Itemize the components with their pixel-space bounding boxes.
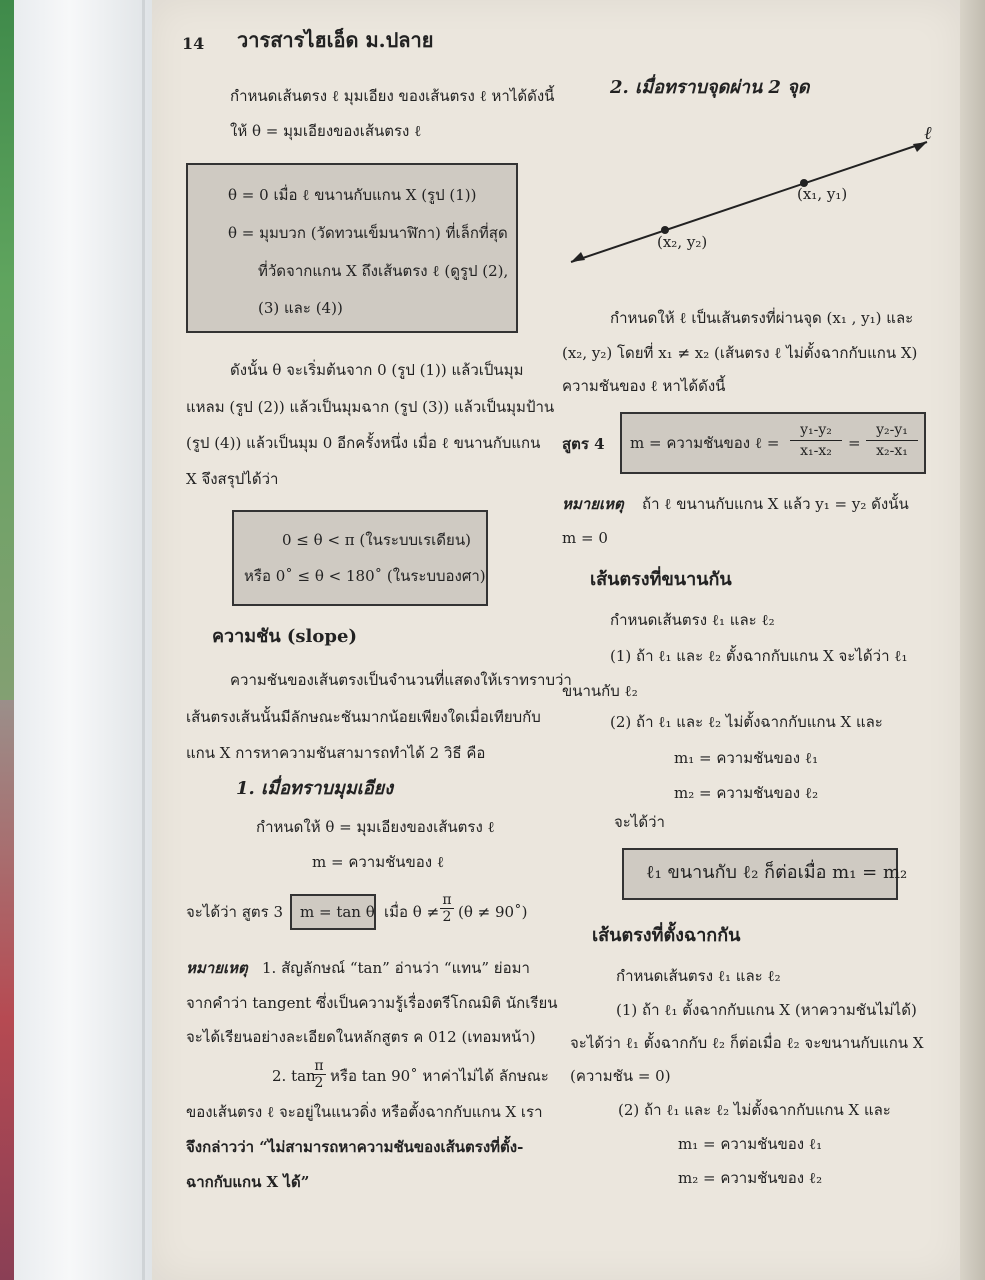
formula3-tail: (θ ≠ 90˚) bbox=[458, 903, 528, 921]
parallel-line-2: (1) ถ้า ℓ₁ และ ℓ₂ ตั้งฉากกับแกน X จะได้ว่า ℓ₁ bbox=[610, 647, 908, 665]
parallel-condition-box bbox=[622, 848, 908, 900]
parallel-line-4: (2) ถ้า ℓ₁ และ ℓ₂ ไม่ตั้งฉากกับแกน X และ bbox=[610, 713, 883, 731]
note-label-right: หมายเหตุ bbox=[562, 495, 624, 513]
note-right-text: ถ้า ℓ ขนานกับแกน X แล้ว y₁ = y₂ ดังนั้น bbox=[642, 495, 909, 513]
parallel-line-3: ขนานกับ ℓ₂ bbox=[562, 682, 638, 700]
formula4-f1-den: x₁-x₂ bbox=[800, 443, 832, 459]
formula3-prefix: จะได้ว่า สูตร 3 bbox=[186, 903, 284, 921]
perp-line-5: (2) ถ้า ℓ₁ และ ℓ₂ ไม่ตั้งฉากกับแกน X และ bbox=[618, 1101, 891, 1119]
intro-line-1: กำหนดเส้นตรง ℓ มุมเอียง ของเส้นตรง ℓ หาได้ดังนี้ bbox=[230, 87, 555, 105]
next-page-edge bbox=[960, 0, 985, 1280]
note1-line-1: 1. สัญลักษณ์ “tan” อ่านว่า “แทน” ย่อมา bbox=[262, 959, 530, 977]
method1-line-1: กำหนดให้ θ = มุมเอียงของเส้นตรง ℓ bbox=[256, 818, 495, 836]
method1-heading: 1. เมื่อทราบมุมเอียง bbox=[236, 778, 393, 799]
definition-line-4: (3) และ (4)) bbox=[258, 299, 343, 317]
para1-line-4: X จึงสรุปได้ว่า bbox=[186, 470, 279, 488]
line-label-l: ℓ bbox=[924, 123, 932, 144]
perp-line-7: m₂ = ความชันของ ℓ₂ bbox=[678, 1169, 823, 1187]
point-1-label: (x₁, y₁) bbox=[797, 185, 848, 203]
definition-line-3: ที่วัดจากแกน X ถึงเส้นตรง ℓ (ดูรูป (2), bbox=[258, 262, 509, 280]
note-right-text-2: m = 0 bbox=[562, 529, 608, 547]
note2-text: หรือ tan 90˚ หาค่าไม่ได้ ลักษณะ bbox=[330, 1067, 549, 1085]
note2-fraction bbox=[312, 1058, 326, 1091]
binding-stripe bbox=[142, 0, 145, 1280]
right-para-line-1: กำหนดให้ ℓ เป็นเส้นตรงที่ผ่านจุด (x₁ , y₁) และ bbox=[610, 309, 914, 327]
note2-frac-den: 2 bbox=[314, 1075, 324, 1091]
slope-heading: ความชัน (slope) bbox=[212, 626, 357, 647]
definition-line-1: θ = 0 เมื่อ ℓ ขนานกับแกน X (รูป (1)) bbox=[228, 186, 477, 204]
definition-line-2: θ = มุมบวก (วัดทวนเข็มนาฬิกา) ที่เล็กที่สุด bbox=[228, 224, 508, 242]
note-label-left: หมายเหตุ bbox=[186, 959, 248, 977]
angle-range-line-2: หรือ 0˚ ≤ θ < 180˚ (ในระบบองศา) bbox=[244, 567, 486, 585]
perp-line-6: m₁ = ความชันของ ℓ₁ bbox=[678, 1135, 823, 1153]
parallel-line-7: จะได้ว่า bbox=[614, 813, 665, 831]
formula3-frac-num: π bbox=[440, 892, 454, 909]
para1-line-3: (รูป (4)) แล้วเป็นมุม 0 อีกครั้งหนึ่ง เมื่อ ℓ ขนานกับแกน bbox=[186, 434, 541, 452]
perp-line-3: จะได้ว่า ℓ₁ ตั้งฉากกับ ℓ₂ ก็ต่อเมื่อ ℓ₂ จะขนานกับแกน X bbox=[570, 1034, 924, 1052]
parallel-line-1: กำหนดเส้นตรง ℓ₁ และ ℓ₂ bbox=[610, 611, 775, 629]
note1-line-2: จากคำว่า tangent ซึ่งเป็นความรู้เรื่องตรีโกณมิติ นักเรียน bbox=[186, 994, 558, 1012]
formula3-box bbox=[290, 894, 376, 930]
slope-para-line-1: ความชันของเส้นตรงเป็นจำนวนที่แสดงให้เราทราบว่า bbox=[230, 671, 572, 689]
point-2-label: (x₂, y₂) bbox=[657, 233, 708, 251]
note2-line-4: ฉากกับแกน X ได้” bbox=[186, 1173, 310, 1191]
right-para-line-2: (x₂, y₂) โดยที่ x₁ ≠ x₂ (เส้นตรง ℓ ไม่ตั้งฉากกับแกน X) bbox=[562, 344, 918, 362]
formula4-lhs: m = ความชันของ ℓ = bbox=[630, 434, 780, 452]
book-page bbox=[152, 0, 960, 1280]
method2-heading: 2. เมื่อทราบจุดผ่าน 2 จุด bbox=[610, 77, 810, 98]
note2-prefix: 2. tan bbox=[272, 1067, 316, 1085]
angle-range-line-1: 0 ≤ θ < π (ในระบบเรเดียน) bbox=[282, 531, 471, 549]
perpendicular-heading: เส้นตรงที่ตั้งฉากกัน bbox=[592, 925, 741, 946]
parallel-condition: ℓ₁ ขนานกับ ℓ₂ ก็ต่อเมื่อ m₁ = m₂ bbox=[646, 862, 908, 883]
formula4-equals: = bbox=[848, 434, 861, 452]
formula4-fraction-1 bbox=[790, 420, 842, 461]
para1-line-1: ดังนั้น θ จะเริ่มต้นจาก 0 (รูป (1)) แล้วเป็นมุม bbox=[230, 361, 524, 379]
method1-line-2: m = ความชันของ ℓ bbox=[312, 853, 445, 871]
formula3-suffix: เมื่อ θ ≠ bbox=[384, 903, 440, 921]
formula4-f2-den: x₂-x₁ bbox=[876, 443, 908, 459]
parallel-line-6: m₂ = ความชันของ ℓ₂ bbox=[674, 784, 819, 802]
formula4-f1-num: y₁-y₂ bbox=[790, 420, 842, 441]
note2-line-3: จึงกล่าวว่า “ไม่สามารถหาความชันของเส้นตรงที่ตั้ง- bbox=[186, 1138, 524, 1156]
page-number: 14 bbox=[182, 34, 205, 53]
arrow-head-left bbox=[571, 252, 585, 262]
formula4-box bbox=[620, 412, 926, 474]
formula4-f2-num: y₂-y₁ bbox=[866, 420, 918, 441]
slope-para-line-3: แกน X การหาความชันสามารถทำได้ 2 วิธี คือ bbox=[186, 744, 486, 762]
angle-range-box bbox=[232, 510, 488, 606]
formula3-boxed: m = tan θ bbox=[300, 903, 375, 921]
slope-para-line-2: เส้นตรงเส้นนั้นมีลักษณะชันมากน้อยเพียงใดเมื่อเทียบกับ bbox=[186, 708, 541, 726]
intro-line-2: ให้ θ = มุมเอียงของเส้นตรง ℓ bbox=[230, 122, 422, 140]
perp-line-2: (1) ถ้า ℓ₁ ตั้งฉากกับแกน X (หาความชันไม่ได้) bbox=[616, 1001, 917, 1019]
formula4-label: สูตร 4 bbox=[562, 435, 605, 453]
para1-line-2: แหลม (รูป (2)) แล้วเป็นมุมฉาก (รูป (3)) แล้วเป็นมุมป้าน bbox=[186, 398, 555, 416]
formula3-frac-den: 2 bbox=[442, 909, 452, 925]
parallel-heading: เส้นตรงที่ขนานกัน bbox=[590, 569, 732, 590]
line-diagram bbox=[557, 120, 947, 270]
right-para-line-3: ความชันของ ℓ หาได้ดังนี้ bbox=[562, 377, 726, 395]
note2-line-2: ของเส้นตรง ℓ จะอยู่ในแนวดิ่ง หรือตั้งฉากกับแกน X เรา bbox=[186, 1103, 543, 1121]
perp-line-4: (ความชัน = 0) bbox=[570, 1067, 671, 1085]
line-l bbox=[571, 142, 927, 262]
note2-frac-num: π bbox=[312, 1058, 326, 1075]
parallel-line-5: m₁ = ความชันของ ℓ₁ bbox=[674, 749, 819, 767]
book-binding bbox=[14, 0, 155, 1280]
perp-line-1: กำหนดเส้นตรง ℓ₁ และ ℓ₂ bbox=[616, 967, 781, 985]
page-title: วารสารไฮเอ็ด ม.ปลาย bbox=[237, 28, 434, 52]
definition-box bbox=[186, 163, 518, 333]
formula3-fraction bbox=[440, 892, 454, 925]
note1-line-3: จะได้เรียนอย่างละเอียดในหลักสูตร ค 012 (เทอมหน้า) bbox=[186, 1028, 536, 1046]
formula4-fraction-2 bbox=[866, 420, 918, 461]
